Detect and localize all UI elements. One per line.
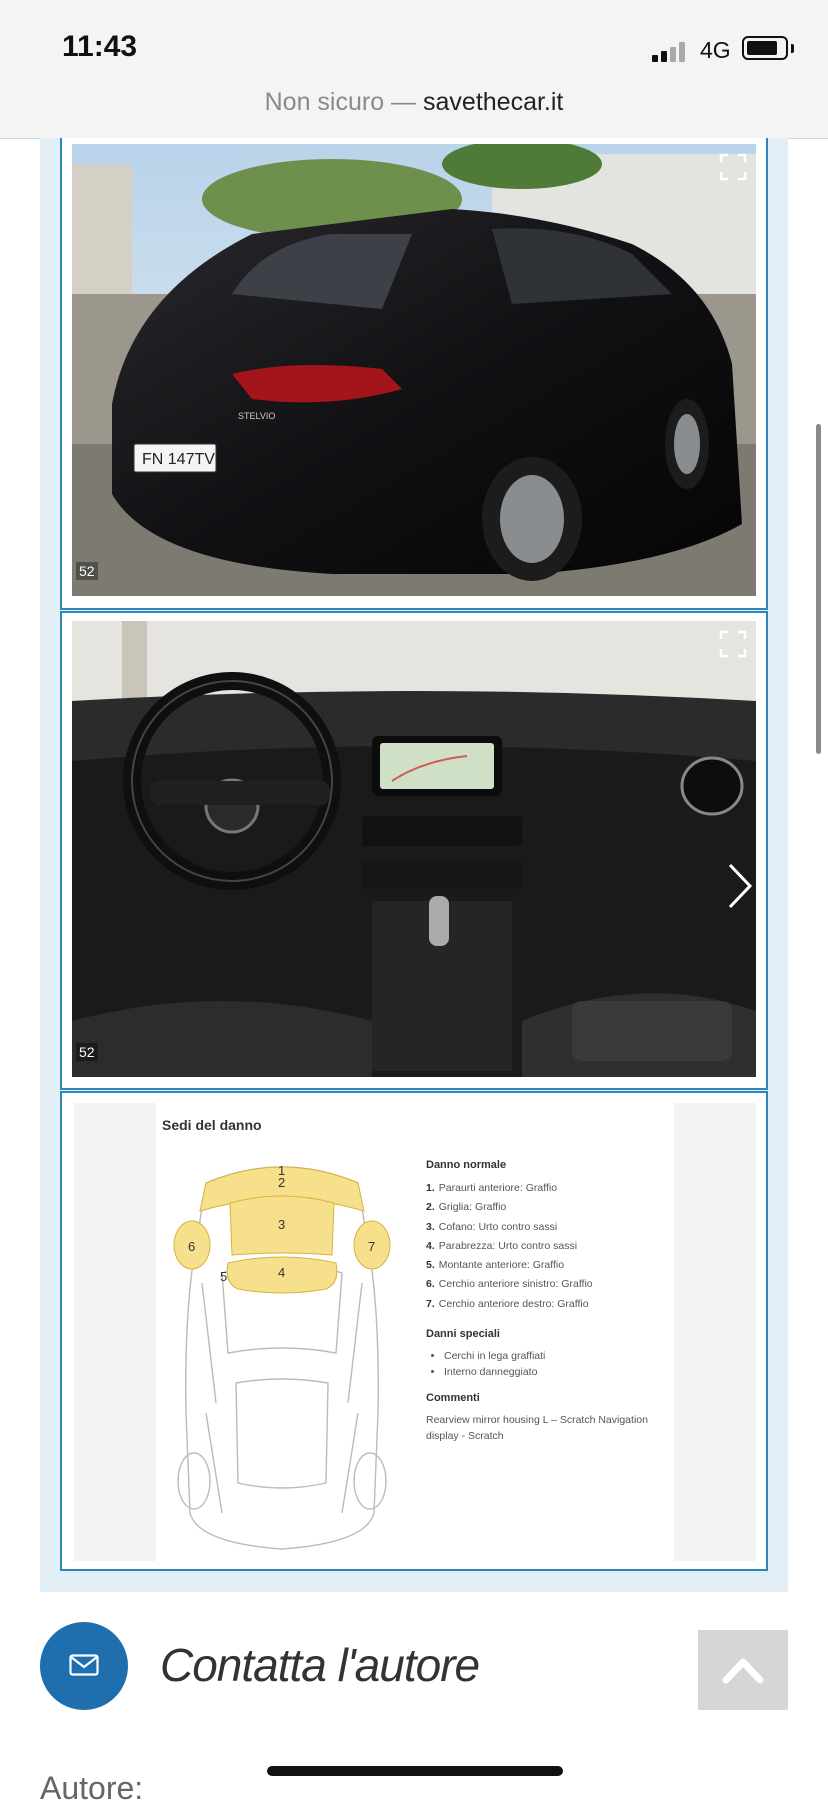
gallery-panel-interior <box>60 611 768 1090</box>
battery-tip <box>791 44 794 53</box>
browser-chrome <box>0 0 828 139</box>
model-badge: STELVIO <box>238 411 276 421</box>
url-domain: savethecar.it <box>423 88 564 116</box>
next-arrow-icon[interactable] <box>724 861 754 911</box>
special-damage-item: • Cerchi in lega graffiati <box>444 1348 671 1364</box>
license-plate: FN 147TV <box>142 451 215 468</box>
zone-label: 2 <box>278 1175 286 1190</box>
gallery-panel-exterior <box>60 138 768 610</box>
network-type: 4G <box>700 37 731 63</box>
damage-item: 1. Paraurti anteriore: Graffio <box>426 1182 558 1194</box>
special-damage-list <box>426 1348 671 1380</box>
damage-legend <box>426 1159 671 1444</box>
contact-author-button[interactable] <box>40 1622 128 1710</box>
fullscreen-icon[interactable] <box>718 629 748 659</box>
fullscreen-icon[interactable] <box>718 152 748 182</box>
car-exterior-photo[interactable] <box>72 144 756 596</box>
comments-text: Rearview mirror housing L – Scratch Navigation display - Scratch <box>426 1414 648 1443</box>
page-scrollbar[interactable] <box>816 424 821 754</box>
car-interior-photo[interactable] <box>72 621 756 1077</box>
address-bar[interactable] <box>0 88 828 117</box>
security-label: Non sicuro — <box>264 88 417 116</box>
status-time: 11:43 <box>62 30 138 63</box>
mail-icon <box>69 1654 99 1676</box>
zone-label: 5 <box>220 1269 228 1284</box>
damage-item: 3. Cofano: Urto contro sassi <box>426 1220 558 1233</box>
chevron-up-icon <box>722 1654 764 1684</box>
damage-sheet-page <box>156 1103 674 1561</box>
damage-item: 5. Montante anteriore: Graffio <box>426 1259 565 1272</box>
zone-label: 3 <box>278 1217 286 1232</box>
zone-label: 4 <box>278 1265 286 1280</box>
zone-label: 6 <box>188 1239 196 1254</box>
damage-title: Sedi del danno <box>162 1117 262 1133</box>
special-damage-heading: Danni speciali <box>426 1328 500 1341</box>
photo-counter: 52 <box>76 1043 98 1061</box>
zone-label: 1 <box>278 1163 286 1178</box>
contact-author-link[interactable]: Contatta l'autore <box>160 1639 480 1691</box>
damage-item: 6. Cerchio anteriore sinistro: Graffio <box>426 1278 593 1291</box>
cellular-signal-icon <box>652 40 692 62</box>
normal-damage-list <box>426 1179 671 1314</box>
comments-heading: Commenti <box>426 1392 480 1405</box>
damage-item: 7. Cerchio anteriore destro: Graffio <box>426 1297 589 1310</box>
car-damage-diagram <box>166 1153 398 1551</box>
special-damage-item: • Interno danneggiato <box>444 1364 671 1380</box>
damage-item: 2. Griglia: Graffio <box>426 1201 507 1214</box>
zone-label: 7 <box>368 1239 376 1254</box>
author-label-partial: Autore: <box>40 1770 144 1806</box>
back-to-top-button[interactable] <box>698 1630 788 1710</box>
car-interior-illustration <box>72 621 756 1077</box>
damage-item: 4. Parabrezza: Urto contro sassi <box>426 1239 578 1252</box>
damage-report-panel <box>60 1091 768 1571</box>
damage-sheet <box>74 1103 756 1561</box>
battery-icon <box>742 36 788 60</box>
home-indicator[interactable] <box>267 1766 563 1776</box>
normal-damage-heading: Danno normale <box>426 1159 507 1171</box>
car-exterior-illustration <box>72 144 756 596</box>
photo-counter: 52 <box>76 562 98 580</box>
